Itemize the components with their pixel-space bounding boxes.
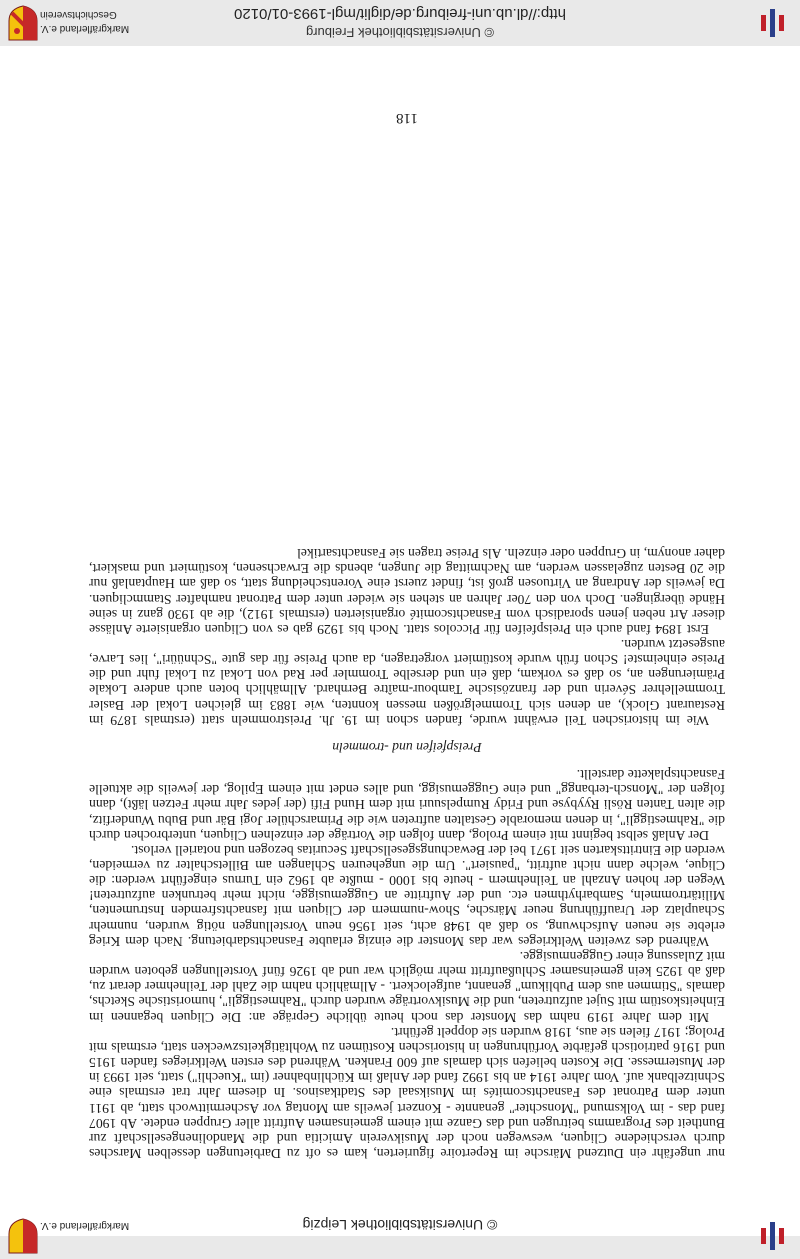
document-url-link[interactable]: http://dl.ub.uni-freiburg.de/diglit/mgl-1993-01/0120: [234, 5, 566, 22]
page-number: 118: [396, 110, 418, 126]
paragraph: Mit dem Jahre 1919 nahm das Monster das noch heute übliche Gepräge an: Die Cliquen begannen im Einheitskostüm mit Sujet aufzutreten, und die Musikvorträge wurden durch "Rahmestiggli", humoristische Sketchs, damals "Stimmen aus dem Publikum" genannt, aufgelockert. - Allmählich nahm die Zahl der Teilnehmer derart zu, daß ab 1925 kein gemeinsamer Schlußauftritt mehr möglich war und ab 1926 fünf Vorstellungen geboten wurden mit Zulassung einer Guggenmusigge.: [89, 948, 725, 1025]
page-rotated-content: [0, 46, 800, 1236]
copyright-notice: © Universitätsbibliothek Freiburg: [305, 25, 495, 40]
paragraph: Erst 1894 fand auch ein Preispfeifen für Piccolos statt. Noch bis 1929 gab es von Cliquen organisierte Anlässe dieser Art neben jenen sporadisch vom Fasnachtscomité organisierten (erstmals 1912), die ab 1930 ganz in seine Hände übergingen. Doch von den 70er Jahren an stehen sie wieder unter dem Patronat namhafter Stammcliquen. Da jeweils der Andrang an Virtuosen groß ist, findet zuerst eine Vorentscheidung statt, so daß am Hauptanlaß nur die 20 Besten zugelassen werden, am Nachmittag die Jungen, abends die Erwachsenen, kostümiert und maskiert, daher anonym, in Gruppen oder einzeln. Als Preise tragen sie Fasnachtsartikel: [89, 546, 725, 637]
footer-society-name: Markgräflerland e.V.: [40, 1220, 130, 1231]
paragraph: nur ungefähr ein Dutzend Märsche im Repertoire figurierten, kam es oft zu Darbietungen desselben Marsches durch verschiedene Cliquen, weswegen noch der Musikverein Amicitia und die Mandolinengesellschaft zur Buntheit des Programms beitrugen und das Ganze mit einem gemeinsamen Auftritt aller Gruppen endete. Ab 1907 fand das - im Volksmund "Monschter" genannte - Konzert jeweils am Montag vor Aschermittwoch statt, ab 1911 unter dem Patronat des Fasnachtscomités im Musiksaal des Stadtkasinos. In diesem Jahr trat erstmals eine Schnitzelbank auf. Vom Jahre 1914 an bis 1992 fand der Anlaß im Küchlinbahner (im "Kuechli") statt, seit 1993 in der Mustermesse. Die Kosten beliefen sich damals auf 600 Franken. Während des ersten Weltkrieges fanden 1915 und 1916 patriotisch gefärbte Vorführungen in historischen Kostümen zu Wohltätigkeitszwecken statt, erstmals mit Prolog; 1917 fielen sie aus, 1918 wurden sie doppelt geführt.: [89, 1024, 725, 1161]
section-heading: Preispfeifen und -trommeln: [332, 739, 482, 755]
body-text-column: [89, 546, 725, 1161]
society-name-line2: Markgräflerland e.V.: [40, 23, 130, 34]
scanned-page: [0, 46, 800, 1236]
society-crest-icon[interactable]: [8, 5, 38, 41]
viewer-header-bar: [0, 0, 800, 46]
footer-rotated-content: [0, 1213, 800, 1259]
society-crest-icon[interactable]: [8, 1218, 38, 1254]
footer-copyright: © Universitätsbibliothek Leipzig: [302, 1217, 498, 1233]
society-name-line1: Geschichtsverein: [40, 9, 117, 20]
paragraph: Der Anlaß selbst beginnt mit einem Prolog, dann folgen die Vorträge der einzelnen Cliquen, unterbrochen durch die "Rahmestiggli", in denen memorable Gestalten auftreten wie die Primarschüler Jogi Bär und Bubu Wunderfitz, die alten Tanten Rösli Ryybyse und Fridy Rumpelsuuri mit dem Hund Fifi (der jedes Jahr mehr Fetzen läßt), dann folgen der "Monsch-terbangg" und eine Guggemusigg, und alles endet mit einem Epilog, der jeweils die aktuelle Fasnachtsplakette darstellt.: [89, 767, 725, 843]
viewer-footer-bar: [0, 1217, 800, 1259]
paragraph: Wie im historischen Teil erwähnt wurde, fanden schon im 19. Jh. Preistrommeln statt (erstmals 1879 im Restaurant Glock), an denen sich Trommelgrößen messen konnten, wie 1883 im gleichen Lokal der Basler Trommellehrer Séverin und der französische Tambour-maître Bernhard. Allmählich boten auch andere Lokale Prämierungen an, so daß es vorkam, daß ein und derselbe Trommler per Rad von Lokal zu Lokal fuhr und die Preise einheimste! Schon früh wurde kostümiert vorgetragen, da auch Preise für das gute "Schnüüri", lies Larve, ausgesetzt wurden.: [89, 637, 725, 728]
paragraph: Während des zweiten Weltkrieges war das Monster die einzig erlaubte Fasnachtsdarbietung. Nach dem Krieg erlebte sie neuen Aufschwung, so daß ab 1948 acht, seit 1956 neun Vorstellungen nötig wurden, nunmehr Schauplatz der Uraufführung neuer Märsche, Show-nummern der Cliquen mit fasnachtsfremden Instrumenten, Militärtrommeln, Sambarhythmen etc. und der Auftritte an Guggemusigge, nicht mehr betrunken aufzutreten! Wegen der hohen Anzahl an Teilnehmern - heute bis 1000 - mußte ab 1962 ein Turnus eingeführt werden: die Clique, welche dann nicht auftritt, "pausiert". Um die ungeheuren Schlangen am Billetschalter zu vermeiden, werden die Eintrittskarten seit 1971 bei der Bewachungsgesellschaft Securitas bezogen und notariell verlost.: [89, 842, 725, 949]
header-rotated-content: [0, 0, 800, 46]
